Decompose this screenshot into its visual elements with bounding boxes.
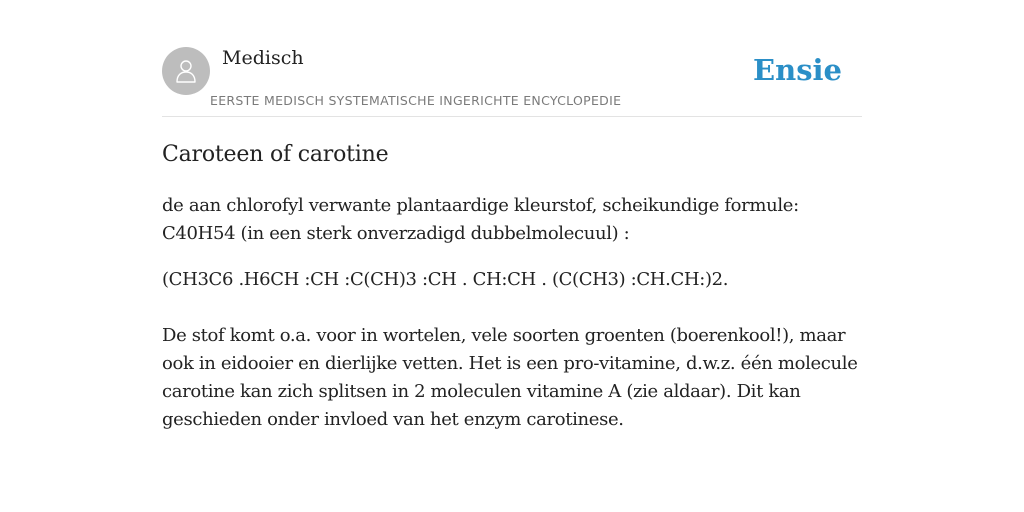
article-paragraph-formula: (CH3C6 .H6CH :CH :C(CH)3 :CH . CH:CH . (C(CH3) :CH.CH:)2. (162, 269, 729, 290)
avatar[interactable] (162, 47, 210, 95)
article-paragraph-definition: de aan chlorofyl verwante plantaardige kleurstof, scheikundige formule: C40H54 (in een sterk onverzadigd dubbelmolecuul) : (162, 195, 799, 244)
source-subtitle: EERSTE MEDISCH SYSTEMATISCHE INGERICHTE ENCYCLOPEDIE (210, 93, 622, 108)
header (162, 46, 862, 117)
article-paragraph-description: De stof komt o.a. voor in wortelen, vele soorten groenten (boerenkool!), maar ook in eidooier en dierlijke vetten. Het is een pro-vitamine, d.w.z. één molecule carotine kan zich splitsen in 2 moleculen vitamine A (zie aldaar). Dit kan geschieden onder invloed van het enzym carotinese. (162, 325, 858, 430)
user-avatar-icon (172, 57, 200, 85)
article (162, 138, 862, 434)
article-title: Caroteen of carotine (162, 142, 389, 167)
source-title-link[interactable]: Medisch (222, 47, 304, 69)
brand-logo[interactable]: Ensie (753, 53, 842, 87)
